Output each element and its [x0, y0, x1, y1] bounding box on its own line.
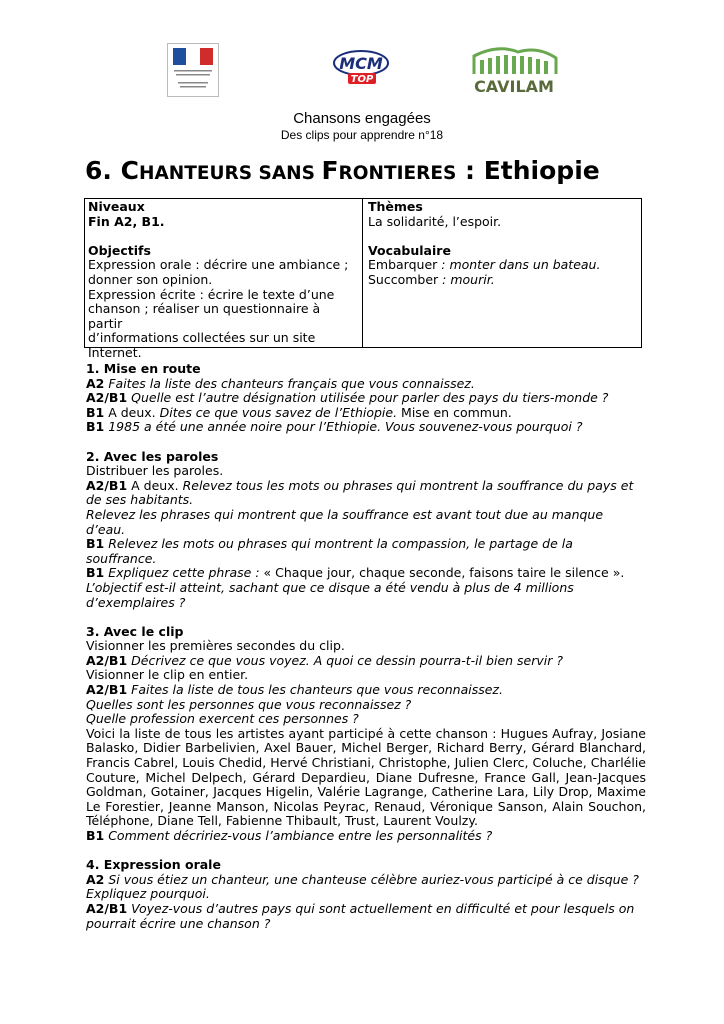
top-text: TOP [350, 74, 374, 85]
section-mise-en-route [86, 362, 646, 435]
activity-line: Distribuer les paroles. [86, 463, 224, 479]
mcm-top-logo [330, 47, 392, 89]
objectifs-line: donner son opinion. [88, 271, 213, 287]
artist-list: Voici la liste de tous les artistes ayant participé à cette chanson : Hugues Aufray, Josiane Balasko, Didier Barbelivien, Axel Bauer, Michel Berger, Richard Berry, Gérard Blanchard, Francis Cabrel, Louis Chedid, Hervé Christiani, Christophe, Julien Clerc, Coluche, Charlélie Couture, Michel Delpech, Gérard Depardieu, Diane Dufresne, France Gall, Jean-Jacques Goldman, Gotainer, Jacques Higelin, Valérie Lagrange, Catherine Lara, Lily Drop, Maxime Le Forestier, Jeanne Manson, Nicolas Peyrac, Renaud, Véronique Sanson, Alain Souchon, Téléphone, Diane Tell, Fabienne Thibault, Trust, Laurent Voulzy. [86, 725, 646, 829]
activity-line: A2 Si vous étiez un chanteur, une chanteuse célèbre auriez-vous participé à ce disque ? Expliquez pourquoi. [86, 871, 639, 902]
niveaux-value: Fin A2, B1. [88, 213, 165, 229]
main-content [86, 362, 646, 931]
ministere-affaires-etrangeres-logo [167, 43, 219, 97]
series-subtitle: Des clips pour apprendre n°18 [280, 128, 444, 142]
column-divider [362, 199, 363, 347]
info-left-column [88, 200, 358, 361]
info-right-column [368, 200, 638, 288]
activity-line: A2/B1 Décrivez ce que vous voyez. A quoi ce dessin pourra-t-il bien servir ? [86, 652, 563, 668]
objectifs-label: Objectifs [88, 242, 151, 258]
objectifs-line: Expression écrite : écrire le texte d’une [88, 286, 335, 302]
activity-line: Quelle profession exercent ces personnes ? [86, 711, 359, 727]
section-avec-les-paroles [86, 450, 646, 611]
section-heading: 3. Avec le clip [86, 623, 184, 639]
activity-line: B1 Expliquez cette phrase : « Chaque jour, chaque seconde, faisons taire le silence ». [86, 565, 625, 581]
activity-line: A2 Faites la liste des chanteurs français que vous connaissez. [86, 375, 475, 391]
section-heading: 1. Mise en route [86, 361, 201, 376]
series-title: Chansons engagées [293, 110, 431, 127]
objectifs-line: chanson ; réaliser un questionnaire à partir [88, 301, 321, 331]
mcm-text: MCM [339, 54, 383, 73]
activity-line: B1 1985 a été une année noire pour l’Ethiopie. Vous souvenez-vous pourquoi ? [86, 419, 583, 435]
activity-line: B1 Comment décririez-vous l’ambiance entre les personnalités ? [86, 828, 493, 843]
section-heading: 2. Avec les paroles [86, 448, 219, 464]
vocab-entry: Embarquer : monter dans un bateau. [368, 257, 601, 273]
objectifs-line: d’informations collectées sur un site [88, 330, 316, 346]
info-table [84, 198, 642, 360]
activity-line: A2/B1 A deux. Relevez tous les mots ou phrases qui montrent la souffrance du pays et de ses habitants. [86, 477, 634, 508]
vocab-entry: Succomber : mourir. [368, 271, 495, 287]
section-heading: 4. Expression orale [86, 857, 221, 873]
activity-line: A2/B1 Faites la liste de tous les chanteurs que vous reconnaissez. [86, 682, 503, 698]
section-expression-orale [86, 858, 646, 931]
page-header [0, 110, 724, 142]
activity-line: Visionner le clip en entier. [86, 667, 249, 683]
themes-value: La solidarité, l’espoir. [368, 213, 502, 229]
cavilam-text: CAVILAM [474, 77, 554, 96]
section-avec-le-clip [86, 625, 646, 844]
logo-bar [0, 40, 724, 100]
themes-label: Thèmes [368, 199, 423, 214]
niveaux-label: Niveaux [88, 199, 145, 214]
objectifs-line: Expression orale : décrire une ambiance ; [88, 257, 349, 273]
cavilam-logo [468, 44, 560, 96]
activity-line: Quelles sont les personnes que vous reconnaissez ? [86, 696, 412, 712]
vocabulaire-label: Vocabulaire [368, 242, 451, 258]
activity-line: B1 A deux. Dites ce que vous savez de l’Ethiopie. Mise en commun. [86, 404, 512, 420]
activity-line: B1 Relevez les mots ou phrases qui montrent la compassion, le partage de la souffrance. [86, 536, 573, 566]
activity-line: A2/B1 Quelle est l’autre désignation utilisée pour parler des pays du tiers-monde ? [86, 390, 609, 406]
activity-line: Visionner les premières secondes du clip. [86, 638, 345, 654]
objectifs-line: Internet. [88, 344, 142, 360]
page-title: 6. CHANTEURS SANS FRONTIERES : Ethiopie [85, 156, 600, 185]
activity-line: L’objectif est-il atteint, sachant que ce disque a été vendu à plus de 4 millions d’exemplaires ? [86, 579, 574, 610]
mae-logo-lettering [168, 44, 218, 96]
activity-line: A2/B1 Voyez-vous d’autres pays qui sont actuellement en difficulté et pour lesquels on pourrait écrire une chanson ? [86, 900, 635, 931]
activity-line: Relevez les phrases qui montrent que la souffrance est avant tout due au manque d’eau. [86, 506, 604, 537]
